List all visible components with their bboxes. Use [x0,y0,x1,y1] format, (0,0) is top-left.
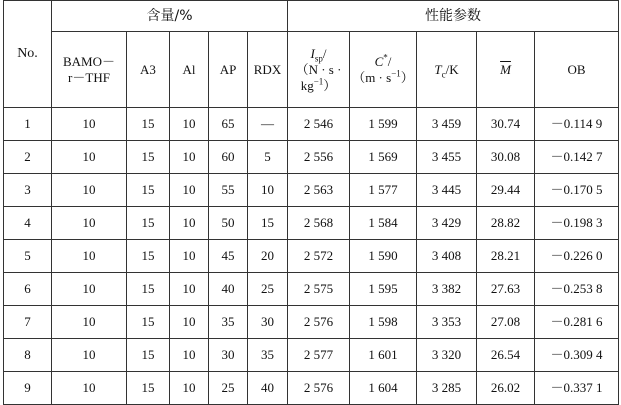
cell-no: 3 [4,174,52,207]
cell-rdx: — [248,108,288,141]
header-ap: AP [209,32,248,108]
cell-isp: 2 546 [288,108,350,141]
cell-ob: －0.170 5 [535,174,619,207]
header-isp-symbol: I [310,45,315,61]
cell-a3: 15 [127,273,170,306]
table-row [4,174,619,207]
table-header [4,1,619,108]
cell-ob: －0.253 8 [535,273,619,306]
cell-a3: 15 [127,108,170,141]
cell-tc: 3 459 [417,108,477,141]
cell-cstar: 1 604 [350,372,417,405]
cell-cstar: 1 577 [350,174,417,207]
table-row [4,339,619,372]
header-rdx: RDX [248,32,288,108]
table-row [4,306,619,339]
table-row [4,240,619,273]
header-group-row [4,1,619,32]
cell-rdx: 40 [248,372,288,405]
cell-tc: 3 445 [417,174,477,207]
cell-no: 4 [4,207,52,240]
header-cstar-unit-close: ） [400,69,414,85]
header-cstar-sup: * [383,52,388,63]
cell-ap: 55 [209,174,248,207]
header-isp-unit-kg: kg [300,77,314,93]
cell-ap: 65 [209,108,248,141]
header-isp-unit-close: ） [323,77,337,93]
cell-bamo: 10 [52,174,127,207]
cell-isp: 2 577 [288,339,350,372]
header-isp-slash: / [322,45,327,61]
cell-isp: 2 563 [288,174,350,207]
cell-tc: 3 408 [417,240,477,273]
cell-tc: 3 353 [417,306,477,339]
cell-bamo: 10 [52,306,127,339]
header-no: No. [4,1,52,108]
cell-m: 27.08 [477,306,535,339]
cell-bamo: 10 [52,240,127,273]
cell-isp: 2 568 [288,207,350,240]
cell-al: 10 [170,240,209,273]
cell-al: 10 [170,174,209,207]
table-row [4,108,619,141]
cell-al: 10 [170,306,209,339]
table-body [4,108,619,405]
cell-bamo: 10 [52,108,127,141]
cell-bamo: 10 [52,273,127,306]
cell-cstar: 1 601 [350,339,417,372]
cell-m: 28.82 [477,207,535,240]
cell-bamo: 10 [52,372,127,405]
cell-a3: 15 [127,306,170,339]
cell-no: 8 [4,339,52,372]
cell-ob: －0.309 4 [535,339,619,372]
cell-rdx: 30 [248,306,288,339]
cell-a3: 15 [127,372,170,405]
cell-bamo: 10 [52,207,127,240]
cell-ap: 45 [209,240,248,273]
cell-al: 10 [170,273,209,306]
header-cstar [350,32,417,108]
cell-m: 28.21 [477,240,535,273]
cell-ap: 50 [209,207,248,240]
cell-al: 10 [170,372,209,405]
cell-ob: －0.198 3 [535,207,619,240]
table-row [4,207,619,240]
header-isp-unit-sup: −1 [313,76,324,87]
cell-m: 30.74 [477,108,535,141]
data-table-container [3,0,618,405]
cell-cstar: 1 590 [350,240,417,273]
cell-tc: 3 320 [417,339,477,372]
cell-bamo: 10 [52,141,127,174]
cell-ob: －0.337 1 [535,372,619,405]
cell-al: 10 [170,141,209,174]
cell-ob: －0.281 6 [535,306,619,339]
cell-al: 10 [170,108,209,141]
header-bamo [52,32,127,108]
cell-no: 1 [4,108,52,141]
header-bamo-line2: r－THF [68,69,110,85]
cell-tc: 3 429 [417,207,477,240]
header-tc-symbol: T [434,61,442,77]
table-row [4,141,619,174]
cell-ap: 35 [209,306,248,339]
cell-al: 10 [170,207,209,240]
header-cstar-symbol: C [374,53,384,69]
cell-rdx: 25 [248,273,288,306]
cell-no: 7 [4,306,52,339]
cell-m: 29.44 [477,174,535,207]
cell-ob: －0.226 0 [535,240,619,273]
cell-ap: 30 [209,339,248,372]
cell-no: 5 [4,240,52,273]
cell-al: 10 [170,339,209,372]
cell-no: 2 [4,141,52,174]
header-al: Al [170,32,209,108]
header-column-row [4,32,619,108]
header-ob: OB [535,32,619,108]
header-group-performance: 性能参数 [288,1,619,32]
cell-ob: －0.142 7 [535,141,619,174]
propellant-formulation-table [3,0,619,405]
cell-tc: 3 285 [417,372,477,405]
header-isp [288,32,350,108]
cell-a3: 15 [127,174,170,207]
table-row [4,273,619,306]
header-isp-sub: sp [314,53,323,64]
header-tc-sub: c [441,69,446,80]
cell-cstar: 1 569 [350,141,417,174]
cell-ap: 40 [209,273,248,306]
cell-no: 6 [4,273,52,306]
cell-m: 30.08 [477,141,535,174]
cell-cstar: 1 595 [350,273,417,306]
header-tc [417,32,477,108]
cell-tc: 3 455 [417,141,477,174]
cell-m: 27.63 [477,273,535,306]
cell-rdx: 10 [248,174,288,207]
header-mbar-symbol: $\overline{M}$ [500,61,511,77]
cell-isp: 2 575 [288,273,350,306]
header-cstar-unit-sup: −1 [391,68,401,79]
cell-tc: 3 382 [417,273,477,306]
header-mbar [477,32,535,108]
cell-isp: 2 576 [288,372,350,405]
header-isp-unit-line1: （N · s · [295,61,342,77]
cell-a3: 15 [127,207,170,240]
cell-a3: 15 [127,240,170,273]
header-a3: A3 [127,32,170,108]
cell-ap: 60 [209,141,248,174]
header-cstar-unit-open: （m · s [352,69,392,85]
cell-isp: 2 556 [288,141,350,174]
cell-isp: 2 576 [288,306,350,339]
cell-rdx: 35 [248,339,288,372]
header-group-content: 含量/% [52,1,288,32]
cell-cstar: 1 599 [350,108,417,141]
cell-rdx: 20 [248,240,288,273]
cell-bamo: 10 [52,339,127,372]
cell-no: 9 [4,372,52,405]
cell-cstar: 1 584 [350,207,417,240]
cell-rdx: 5 [248,141,288,174]
header-bamo-line1: BAMO－ [62,53,115,69]
header-cstar-slash: / [387,53,392,69]
cell-a3: 15 [127,141,170,174]
cell-isp: 2 572 [288,240,350,273]
cell-m: 26.02 [477,372,535,405]
cell-a3: 15 [127,339,170,372]
cell-ob: －0.114 9 [535,108,619,141]
cell-cstar: 1 598 [350,306,417,339]
cell-ap: 25 [209,372,248,405]
cell-rdx: 15 [248,207,288,240]
header-tc-unit: /K [445,61,459,77]
cell-m: 26.54 [477,339,535,372]
